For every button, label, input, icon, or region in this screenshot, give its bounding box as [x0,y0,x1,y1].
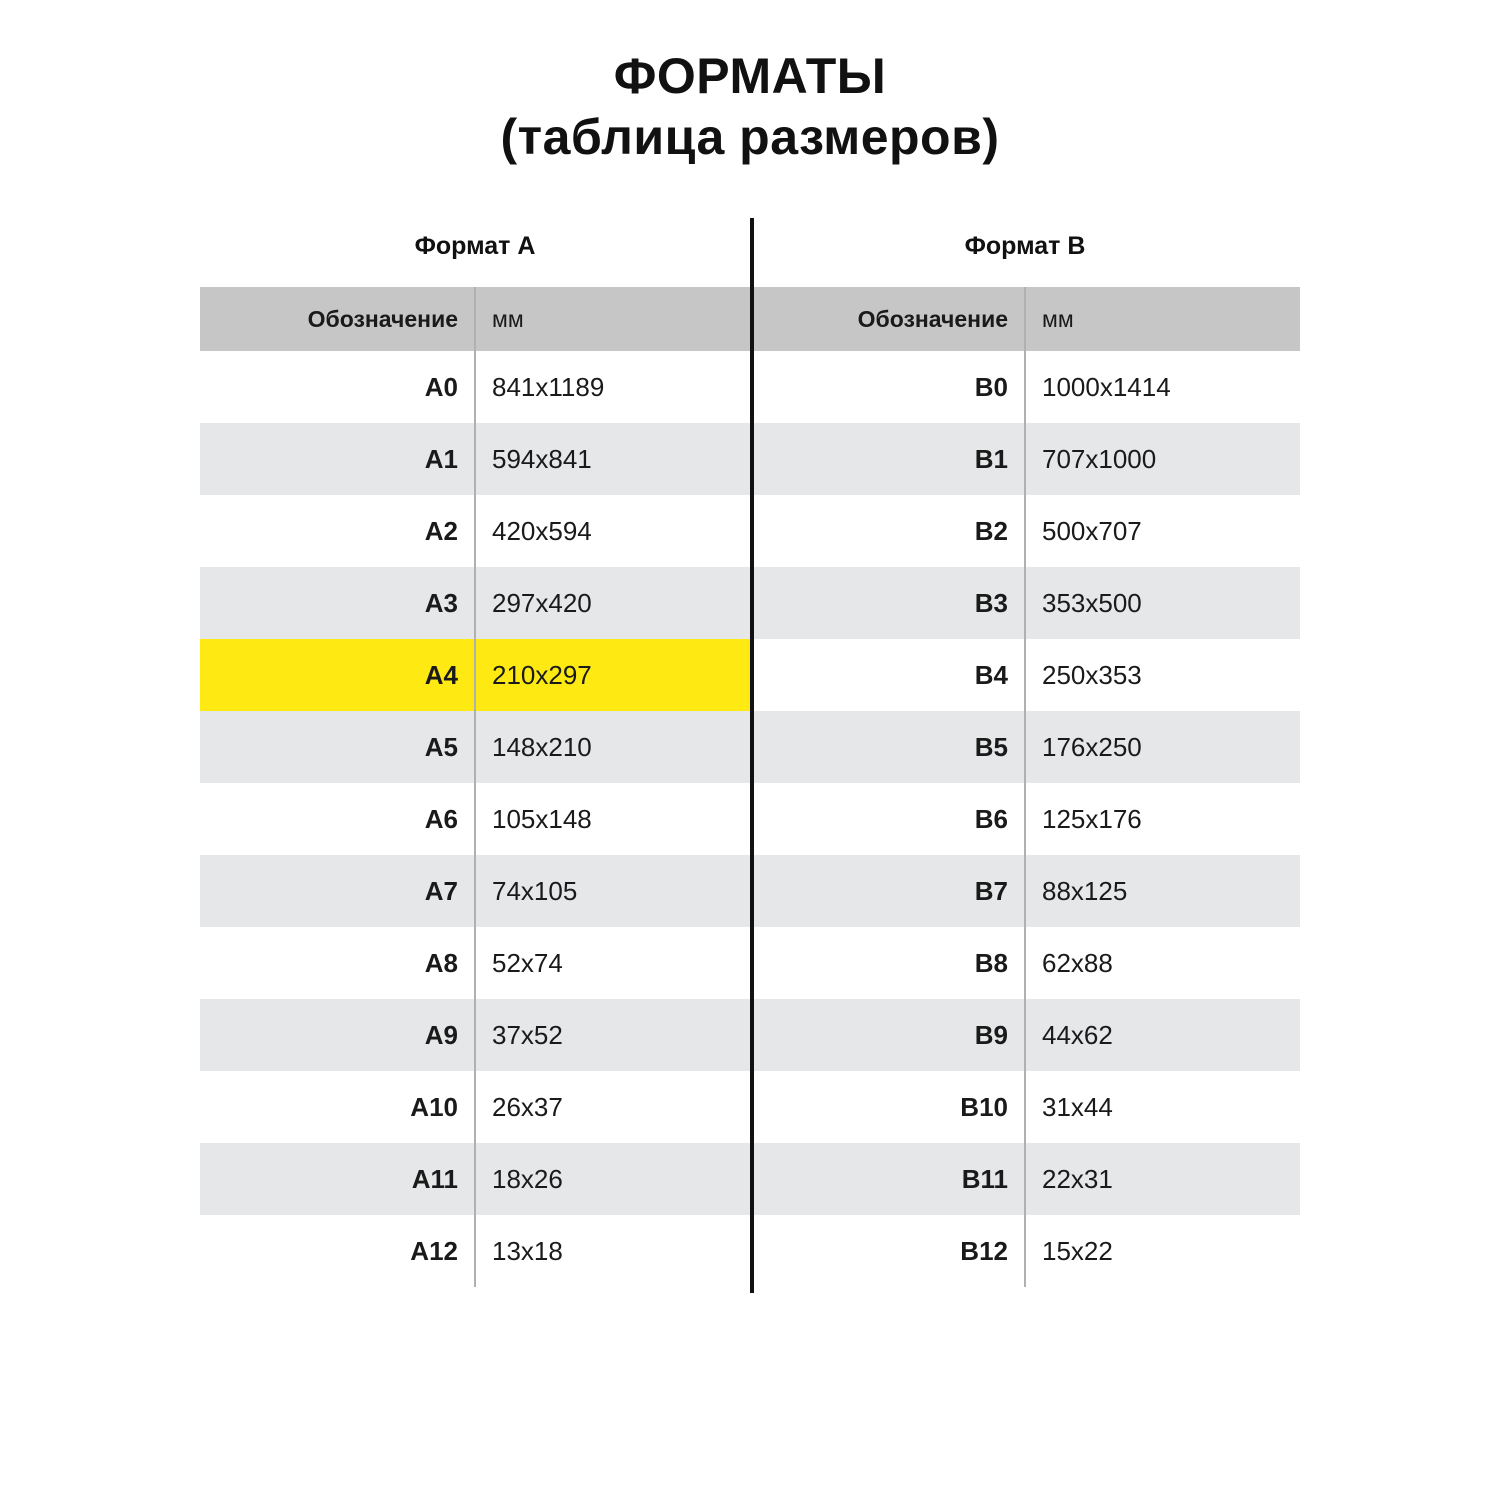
cell-mm-b: 500x707 [1025,495,1300,567]
cell-designation-b: B8 [750,927,1025,999]
group-divider [750,218,754,1293]
cell-mm-a: 18x26 [475,1143,750,1215]
page-title [0,0,1500,168]
cell-mm-b: 15x22 [1025,1215,1300,1287]
cell-designation-b: B2 [750,495,1025,567]
cell-designation-a: A3 [200,567,475,639]
cell-mm-b: 176x250 [1025,711,1300,783]
cell-designation-b: B10 [750,1071,1025,1143]
cell-mm-a: 420x594 [475,495,750,567]
column-header-designation-a: Обозначение [200,287,475,351]
cell-mm-a: 105x148 [475,783,750,855]
title-line-2: (таблица размеров) [500,109,1000,165]
cell-designation-b: B6 [750,783,1025,855]
cell-mm-b: 22x31 [1025,1143,1300,1215]
cell-designation-a: A10 [200,1071,475,1143]
cell-designation-a: A1 [200,423,475,495]
cell-mm-a: 210x297 [475,639,750,711]
cell-mm-a: 841x1189 [475,351,750,423]
group-header-b: Формат В [964,232,1086,260]
cell-mm-a: 26x37 [475,1071,750,1143]
cell-designation-a: A4 [200,639,475,711]
column-header-designation-b: Обозначение [750,287,1025,351]
cell-designation-b: B0 [750,351,1025,423]
cell-designation-b: B7 [750,855,1025,927]
cell-designation-a: A2 [200,495,475,567]
cell-mm-a: 13x18 [475,1215,750,1287]
cell-mm-a: 52x74 [475,927,750,999]
cell-designation-a: A12 [200,1215,475,1287]
cell-designation-b: B4 [750,639,1025,711]
column-header-mm-b: мм [1025,287,1300,351]
cell-designation-b: B12 [750,1215,1025,1287]
cell-designation-a: A0 [200,351,475,423]
cell-mm-b: 31x44 [1025,1071,1300,1143]
cell-mm-b: 88x125 [1025,855,1300,927]
cell-designation-b: B3 [750,567,1025,639]
cell-mm-b: 707x1000 [1025,423,1300,495]
cell-mm-a: 37x52 [475,999,750,1071]
title-line-1: ФОРМАТЫ [613,48,887,104]
cell-designation-a: A6 [200,783,475,855]
cell-designation-a: A9 [200,999,475,1071]
group-header-a: Формат А [414,232,536,260]
cell-designation-b: B11 [750,1143,1025,1215]
cell-designation-a: A11 [200,1143,475,1215]
column-header-mm-a: мм [475,287,750,351]
cell-mm-a: 594x841 [475,423,750,495]
cell-mm-b: 250x353 [1025,639,1300,711]
cell-mm-b: 1000x1414 [1025,351,1300,423]
cell-mm-b: 62x88 [1025,927,1300,999]
cell-mm-a: 74x105 [475,855,750,927]
cell-mm-a: 297x420 [475,567,750,639]
cell-designation-b: B5 [750,711,1025,783]
cell-designation-b: B9 [750,999,1025,1071]
formats-table-container [200,168,1300,1287]
cell-designation-b: B1 [750,423,1025,495]
cell-designation-a: A8 [200,927,475,999]
cell-mm-a: 148x210 [475,711,750,783]
cell-mm-b: 44x62 [1025,999,1300,1071]
cell-designation-a: A5 [200,711,475,783]
cell-mm-b: 353x500 [1025,567,1300,639]
cell-mm-b: 125x176 [1025,783,1300,855]
cell-designation-a: A7 [200,855,475,927]
